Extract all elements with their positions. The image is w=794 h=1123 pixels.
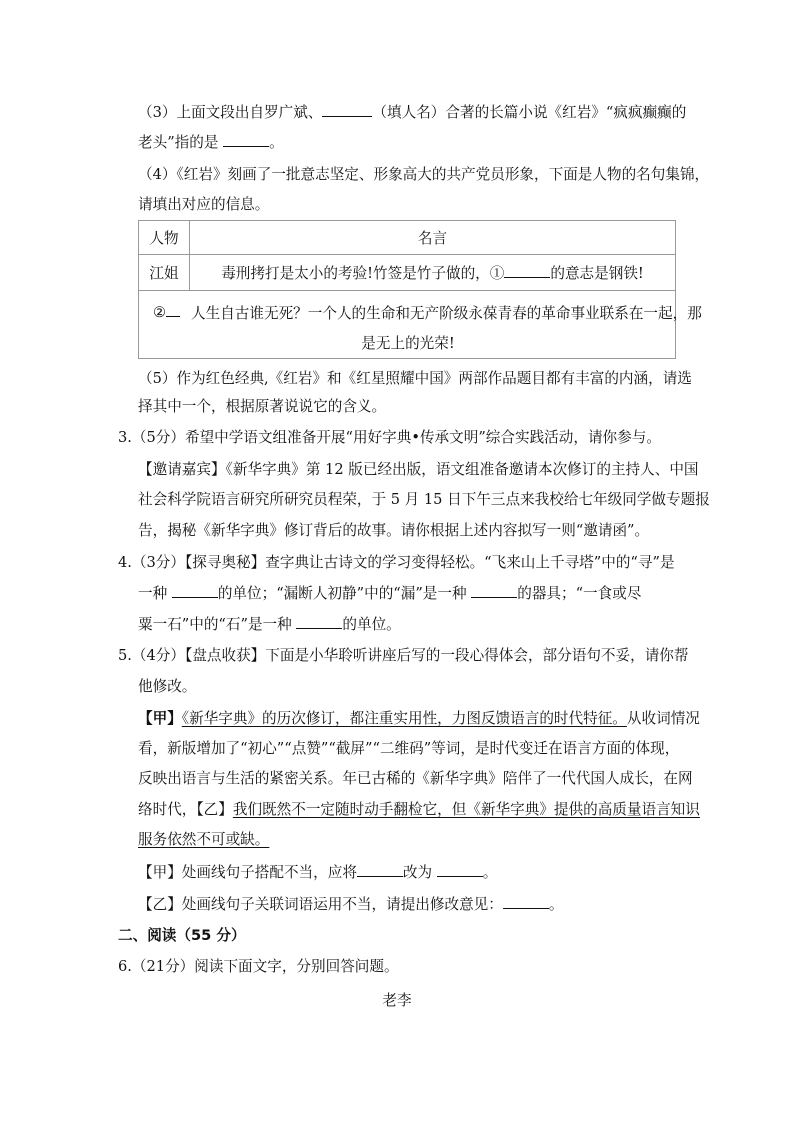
- text: 【乙】处画线句子关联词语运用不当，请提出修改意见：: [138, 896, 503, 913]
- underlined-sentence-jia: 《新华字典》的历次修订，都注重实用性，力图反馈语言的时代特征。: [181, 710, 627, 727]
- label-jia: 【甲】: [138, 710, 182, 727]
- header-quote: 名言: [190, 221, 676, 255]
- text: ②: [153, 303, 167, 321]
- table-header-row: [139, 221, 676, 255]
- answer-blank[interactable]: [357, 862, 403, 877]
- text: 的器具；“一食或尽: [517, 585, 642, 602]
- q3-line1: 3.（5分）希望中学语文组准备开展“用好字典•传承文明”综合实践活动，请你参与。: [118, 429, 661, 446]
- item4-line1: （4）《红岩》刻画了一批意志坚定、形象高大的共产党员形象，下面是人物的名句集锦，: [138, 166, 710, 183]
- q6-line1: 6.（21分）阅读下面文字，分别回答问题。: [118, 958, 399, 975]
- text: 的意志是钢铁!: [550, 265, 644, 282]
- header-person: 人物: [139, 221, 190, 255]
- text: 络时代，【乙】: [138, 801, 233, 818]
- item5-line1: （5）作为红色经典,《红岩》和《红星照耀中国》两部作品题目都有丰富的内涵，请选: [138, 370, 692, 387]
- q5-line1: 5.（4分）【盘点收获】下面是小华聆听讲座后写的一段心得体会，部分语句不妥，请你帮: [118, 647, 689, 664]
- item4-line2: 请填出对应的信息。: [138, 196, 270, 213]
- text: 改为: [402, 864, 437, 881]
- row1-person: 江姐: [139, 255, 190, 291]
- answer-blank[interactable]: [166, 302, 180, 317]
- text: 毒刑拷打是太小的考验!竹签是竹子做的，①: [221, 265, 505, 282]
- table-row: [139, 255, 676, 291]
- section-heading: 二、阅读（55 分）: [118, 927, 246, 944]
- text: 老头”指的是: [138, 134, 224, 151]
- answer-blank[interactable]: [437, 862, 483, 877]
- text: 的单位。: [342, 616, 401, 633]
- quotes-table: [138, 220, 702, 359]
- text: 。: [482, 864, 498, 881]
- q5-para-line2: 看，新版增加了“初心”“点赞”“截屏”“二维码”等词，是时代变迁在语言方面的体现，: [138, 740, 680, 757]
- q4-line1: 4.（3分）【探寻奥秘】查字典让古诗文的学习变得轻松。“飞来山上千寻塔”中的“寻”是: [118, 554, 675, 571]
- q4-line2: [138, 583, 641, 604]
- q3-line3: 社会科学院语言研究所研究员程荣，于 5 月 15 日下午三点来我校给七年级同学做专题报: [138, 491, 710, 508]
- text: 一种: [138, 585, 172, 602]
- row2-merged: [139, 291, 702, 359]
- row2-quote-line1: 人生自古谁无死？一个人的生命和无产阶级永葆青春的革命事业联系在一起，那: [191, 304, 702, 322]
- text: 【甲】处画线句子搭配不当，应将: [138, 864, 357, 881]
- q5-para-line3: 反映出语言与生活的紧密关系。年已古稀的《新华字典》陪伴了一代代国人成长，在网: [138, 770, 693, 787]
- q5-para-line5: [138, 830, 269, 850]
- row1-quote: [190, 255, 676, 291]
- item5-line2: 择其中一个，根据原著说说它的含义。: [138, 398, 387, 415]
- passage-title: 老李: [382, 992, 412, 1009]
- item3-line1: [138, 102, 686, 123]
- text: 。: [269, 134, 284, 151]
- answer-blank[interactable]: [296, 614, 342, 629]
- q5-answer-jia: [138, 862, 497, 883]
- q5-para-line4: [138, 800, 700, 820]
- text: 。: [548, 896, 564, 913]
- answer-blank[interactable]: [504, 263, 550, 278]
- table-row: [139, 291, 676, 359]
- answer-blank[interactable]: [503, 894, 549, 909]
- underlined-sentence-yi-end: 服务依然不可或缺。: [138, 831, 270, 848]
- text: 从收词情况: [626, 710, 700, 727]
- answer-blank[interactable]: [223, 132, 269, 147]
- underlined-sentence-yi: 我们既然不一定随时动手翻检它，但《新华字典》提供的高质量语言知识: [232, 801, 700, 818]
- row2-marker: [153, 302, 180, 321]
- q3-line4: 告，揭秘《新华字典》修订背后的故事。请你根据上述内容拟写一则“邀请函”。: [138, 522, 650, 539]
- answer-blank[interactable]: [322, 102, 372, 117]
- text: 粟一石”中的“石”是一种: [138, 616, 297, 633]
- q5-line2: 他修改。: [138, 678, 197, 695]
- answer-blank[interactable]: [471, 583, 517, 598]
- q5-answer-yi: [138, 894, 563, 915]
- answer-blank[interactable]: [172, 583, 218, 598]
- q4-line3: [138, 614, 401, 635]
- item3-line2: [138, 132, 284, 153]
- text: 的单位；“漏断人初静”中的“漏”是一种: [217, 585, 472, 602]
- row2-quote-line2: 是无上的光荣!: [361, 334, 455, 352]
- text: （3）上面文段出自罗广斌、: [138, 104, 323, 121]
- text: （填人名）合著的长篇小说《红岩》“疯疯癫癫的: [372, 104, 687, 121]
- q5-para-line1: [138, 709, 700, 729]
- q3-line2: 【邀请嘉宾】《新华字典》第 12 版已经出版，语文组准备邀请本次修订的主持人、中国: [138, 461, 699, 478]
